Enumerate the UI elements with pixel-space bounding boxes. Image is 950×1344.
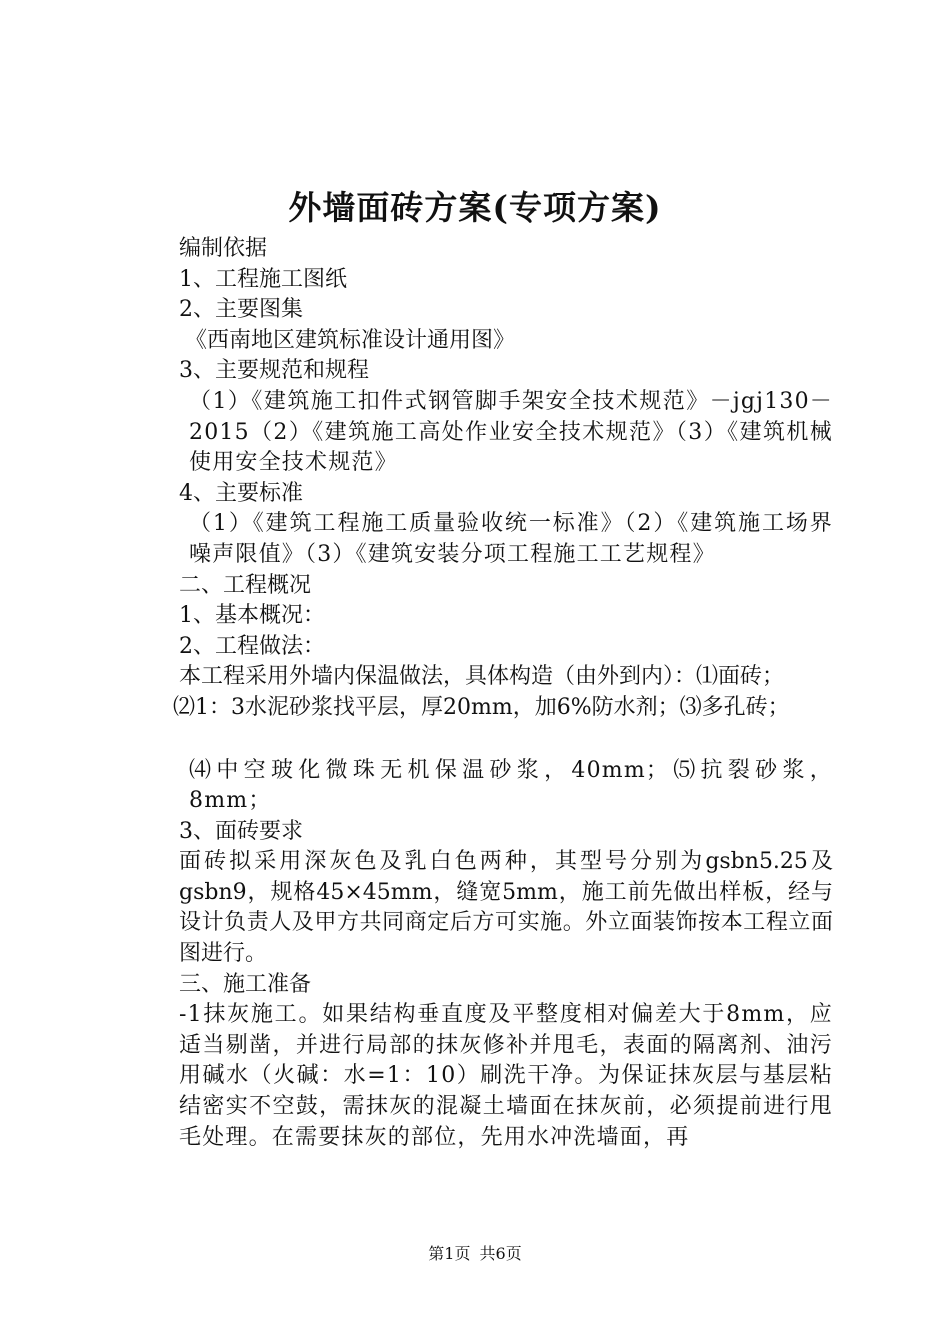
paragraph: 编制依据 [179, 236, 268, 261]
paragraph: -1抹灰施工。如果结构垂直度及平整度相对偏差大于8mm，应适当剔凿，并进行局部的抹灰修补并甩毛，表面的隔离剂、油污用碱水（火碱：水=1：10）刷洗干净。为保证抹灰层与基层粘结密实不空鼓，需抹灰的混凝土墙面在抹灰前，必须提前进行甩毛处理。在需要抹灰的部位，先用水冲洗墙面，再 [179, 1002, 833, 1150]
paragraph: （1）《建筑工程施工质量验收统一标准》（2）《建筑施工场界噪声限值》（3）《建筑安装分项工程施工工艺规程》 [189, 511, 833, 567]
spacer [129, 724, 833, 756]
paragraph: 1、基本概况： [179, 603, 325, 629]
paragraph: 1、工程施工图纸 [179, 266, 347, 292]
paragraph: （1）《建筑施工扣件式钢管脚手架安全技术规范》－jgj130－2015（2）《建筑施工高处作业安全技术规范》（3）《建筑机械使用安全技术规范》 [189, 388, 833, 476]
paragraph: 面砖拟采用深灰色及乳白色两种，其型号分别为gsbn5.25及gsbn9，规格45×45mm，缝宽5mm，施工前先做出样板，经与设计负责人及甲方共同商定后方可实施。外立面装饰按本工程立面图进行。 [179, 849, 833, 967]
paragraph: 《西南地区建筑标准设计通用图》 [185, 327, 516, 353]
paragraph: 3、主要规范和规程 [179, 358, 369, 384]
paragraph: 本工程采用外墙内保温做法，具体构造（由外到内）：⑴面砖； [179, 664, 785, 690]
paragraph: 2、工程做法： [179, 633, 325, 659]
paragraph: 2、主要图集 [179, 297, 303, 323]
paragraph: 4、主要标准 [179, 480, 303, 506]
document-body [129, 234, 833, 1153]
paragraph: 三、施工准备 [179, 971, 312, 997]
page-number-footer: 第1页 共6页 [428, 1244, 522, 1263]
document-title: 外墙面砖方案(专项方案) [288, 188, 662, 227]
paragraph: ⑷中空玻化微珠无机保温砂浆，40mm；⑸抗裂砂浆，8mm； [189, 757, 833, 814]
paragraph: ⑵1：3水泥砂浆找平层，厚20mm，加6%防水剂；⑶多孔砖； [173, 694, 790, 720]
paragraph: 3、面砖要求 [179, 818, 303, 844]
paragraph: 二、工程概况 [179, 572, 312, 598]
